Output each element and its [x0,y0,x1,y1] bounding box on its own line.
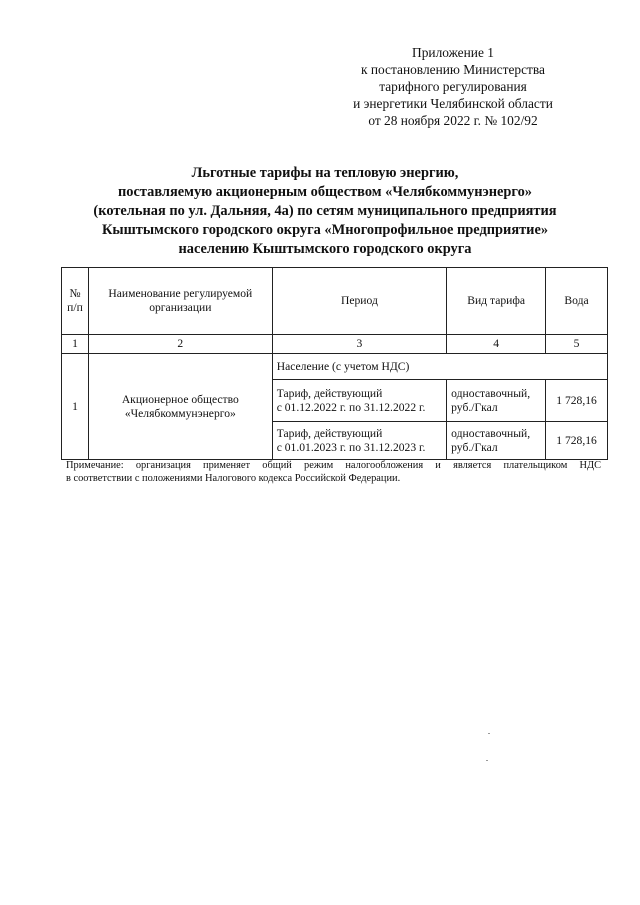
appendix-line: и энергетики Челябинской области [353,96,553,111]
appendix-line: тарифного регулирования [379,79,527,94]
column-number: 5 [546,335,608,354]
appendix-line: от 28 ноября 2022 г. № 102/92 [368,113,538,128]
table-header-row [62,268,608,335]
column-number-row [62,335,608,354]
document-title [40,164,610,259]
group-row [62,354,608,380]
title-line: (котельная по ул. Дальняя, 4а) по сетям муниципального предприятия [93,203,557,219]
organization-name: Акционерное общество «Челябкоммунэнерго» [88,354,272,460]
period-label: Тариф, действующий [276,426,383,440]
scan-speck [488,733,490,734]
tariff-type: одноставочный, [451,386,531,400]
column-number: 1 [62,335,89,354]
tariff-type: одноставочный, [451,426,531,440]
header-tariff-type: Вид тарифа [447,268,546,335]
period-label: Тариф, действующий [276,386,383,400]
title-line: населению Кыштымского городского округа [178,241,472,257]
period-dates: с 01.12.2022 г. по 31.12.2022 г. [276,400,426,414]
tariff-type-cell [447,380,546,422]
tariff-table [61,267,608,460]
tariff-unit: руб./Гкал [451,440,498,454]
period-dates: с 01.01.2023 г. по 31.12.2023 г. [276,440,426,454]
water-tariff-value: 1 728,16 [546,422,608,460]
tariff-type-cell [447,422,546,460]
header-period: Период [272,268,446,335]
title-line: Льготные тарифы на тепловую энергию, [191,165,459,181]
appendix-block [330,44,576,129]
header-water: Вода [546,268,608,335]
footnote-line: Примечание: организация применяет общий режим налогообложения и является плательщиком НДС [66,460,601,471]
title-line: Кыштымского городского округа «Многопрофильное предприятие» [101,222,549,238]
consumer-group-label: Население (с учетом НДС) [272,354,607,380]
scan-speck [486,760,488,761]
appendix-line: Приложение 1 [412,45,494,60]
water-tariff-value: 1 728,16 [546,380,608,422]
column-number: 4 [447,335,546,354]
footnote [66,459,601,485]
appendix-line: к постановлению Министерства [361,62,545,77]
title-line: поставляемую акционерным обществом «Челябкоммунэнерго» [118,184,532,200]
row-number: 1 [62,354,89,460]
column-number: 3 [272,335,446,354]
footnote-line: в соответствии с положениями Налогового кодекса Российской Федерации. [66,473,401,484]
header-organization: Наименование регулируемой организации [88,268,272,335]
tariff-unit: руб./Гкал [451,400,498,414]
column-number: 2 [88,335,272,354]
period-cell [272,422,446,460]
header-num: № п/п [62,268,89,335]
period-cell [272,380,446,422]
